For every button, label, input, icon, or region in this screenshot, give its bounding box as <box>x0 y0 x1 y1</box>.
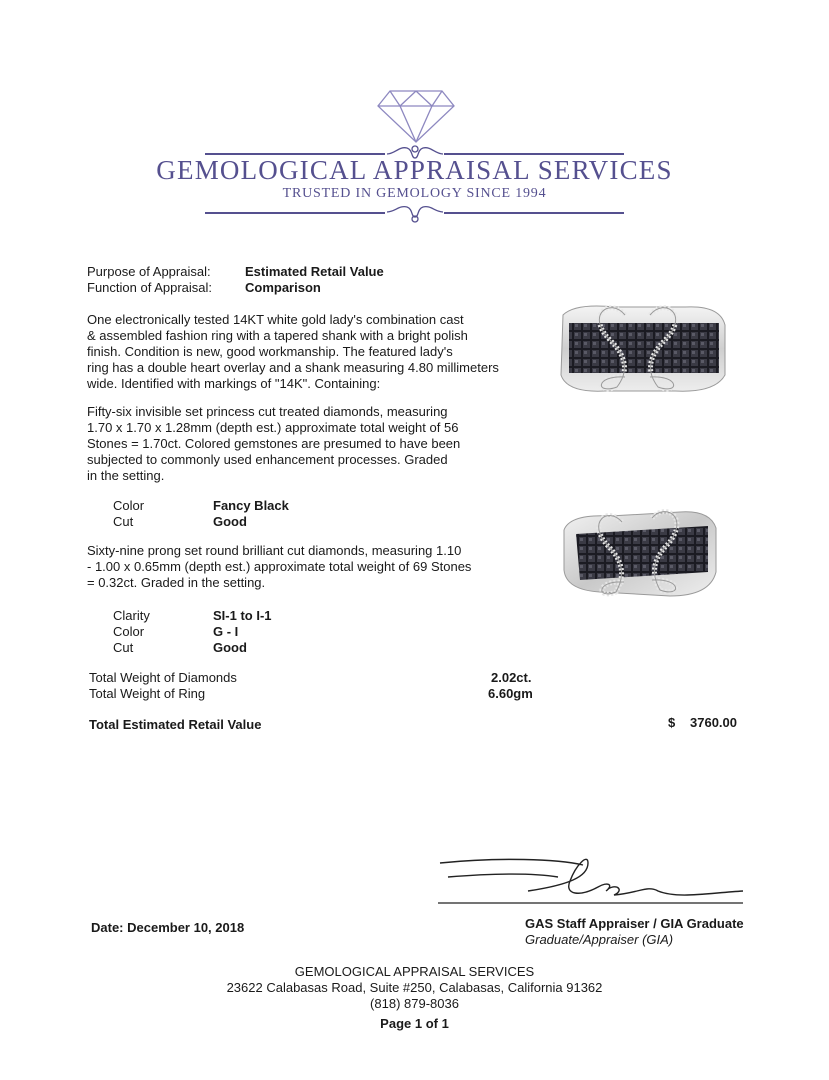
total-ring-label: Total Weight of Ring <box>89 686 206 701</box>
total-diamonds-value: 2.02ct. <box>491 670 532 685</box>
appraisal-date: Date: December 10, 2018 <box>91 920 245 935</box>
footer-company: GEMOLOGICAL APPRAISAL SERVICES <box>294 964 535 979</box>
grade-label-color: Color <box>113 624 145 639</box>
stones-line: Stones = 1.70ct. Colored gemstones are presumed to have been <box>87 436 461 451</box>
description-line: finish. Condition is new, good workmanship. The featured lady's <box>87 344 453 359</box>
retail-currency: $ <box>668 715 676 730</box>
ring-photo-top <box>555 295 730 405</box>
stones-line: Fifty-six invisible set princess cut treated diamonds, measuring <box>87 404 448 419</box>
diamond-icon <box>376 88 456 144</box>
footer-address: 23622 Calabasas Road, Suite #250, Calabasas, California 91362 <box>226 980 603 995</box>
appraiser-title: GAS Staff Appraiser / GIA Graduate <box>525 916 744 931</box>
grade-label-clarity: Clarity <box>113 608 150 623</box>
grade-value-clarity: SI-1 to I-1 <box>213 608 272 623</box>
stones-line: Sixty-nine prong set round brilliant cut diamonds, measuring 1.10 <box>87 543 462 558</box>
header-rule-bottom <box>205 212 385 214</box>
appraiser-signature <box>438 855 748 910</box>
total-ring-value: 6.60gm <box>488 686 533 701</box>
grade-label-color: Color <box>113 498 145 513</box>
stones-line: subjected to commonly used enhancement processes. Graded <box>87 452 448 467</box>
stones-line: 1.70 x 1.70 x 1.28mm (depth est.) approximate total weight of 56 <box>87 420 459 435</box>
description-line: ring has a double heart overlay and a shank measuring 4.80 millimeters <box>87 360 499 375</box>
function-value: Comparison <box>245 280 321 295</box>
item-description <box>87 312 527 392</box>
purpose-value: Estimated Retail Value <box>245 264 384 279</box>
grade-value-color: G - I <box>213 624 239 639</box>
company-logo-title: GEMOLOGICAL APPRAISAL SERVICES <box>156 155 673 185</box>
ring-photo-angled <box>560 500 720 610</box>
footer-phone: (818) 879-8036 <box>370 996 459 1011</box>
stones-princess-description <box>87 404 527 484</box>
company-tagline: TRUSTED IN GEMOLOGY SINCE 1994 <box>282 186 547 201</box>
flourish-ornament <box>385 202 445 224</box>
description-line: wide. Identified with markings of "14K". Containing: <box>87 376 381 391</box>
header-rule-bottom <box>444 212 624 214</box>
grade-label-cut: Cut <box>113 640 134 655</box>
appraiser-credential: Graduate/Appraiser (GIA) <box>525 932 674 947</box>
total-diamonds-label: Total Weight of Diamonds <box>89 670 237 685</box>
retail-value-label: Total Estimated Retail Value <box>89 717 262 732</box>
function-label: Function of Appraisal: <box>87 280 213 295</box>
grade-label-cut: Cut <box>113 514 134 529</box>
stones-line: in the setting. <box>87 468 165 483</box>
page-number: Page 1 of 1 <box>380 1016 449 1031</box>
stones-round-description <box>87 543 527 591</box>
stones-line: = 0.32ct. Graded in the setting. <box>87 575 266 590</box>
stones-line: - 1.00 x 0.65mm (depth est.) approximate total weight of 69 Stones <box>87 559 472 574</box>
grade-value-cut: Good <box>213 640 247 655</box>
retail-value-amount: 3760.00 <box>690 715 737 730</box>
description-line: One electronically tested 14KT white gold lady's combination cast <box>87 312 464 327</box>
description-line: & assembled fashion ring with a tapered shank with a bright polish <box>87 328 468 343</box>
grade-value-color: Fancy Black <box>213 498 289 513</box>
grade-value-cut: Good <box>213 514 247 529</box>
purpose-label: Purpose of Appraisal: <box>87 264 211 279</box>
